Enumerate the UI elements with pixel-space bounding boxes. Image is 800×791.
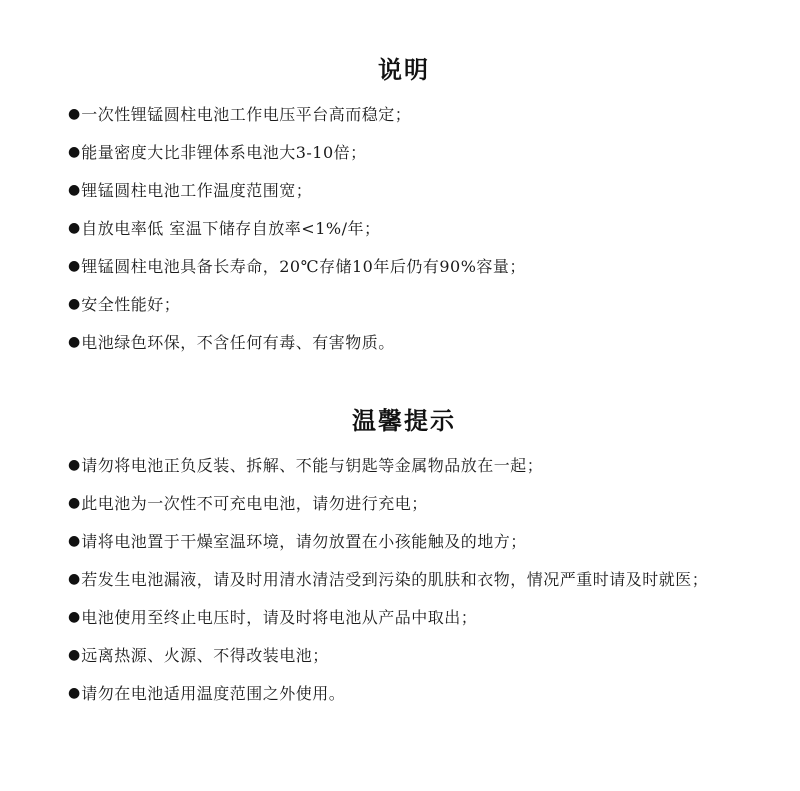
list-item-text: 安全性能好； [81,295,181,314]
list-item [68,257,740,276]
bullet-icon: ● [68,106,81,122]
list-item [68,532,740,551]
list-item [68,143,740,162]
list-item-text: 自放电率低 室温下储存自放率<1%/年； [81,219,381,238]
bullet-icon: ● [68,457,81,473]
list-item-text: 锂锰圆柱电池工作温度范围宽； [81,181,313,200]
instructions-list [68,105,740,352]
bullet-icon: ● [68,296,81,312]
list-item-text: 请勿在电池适用温度范围之外使用。 [81,684,346,703]
bullet-icon: ● [68,182,81,198]
list-item [68,684,740,703]
warm-tips-list [68,456,740,703]
list-item-text: 一次性锂锰圆柱电池工作电压平台高而稳定； [81,105,412,124]
list-item [68,105,740,124]
section-warm-tips [68,406,740,703]
list-item-text: 此电池为一次性不可充电电池，请勿进行充电； [81,494,428,513]
list-item [68,295,740,314]
bullet-icon: ● [68,144,81,160]
bullet-icon: ● [68,533,81,549]
list-item [68,570,740,589]
list-item [68,219,740,238]
section-instructions-title: 说明 [378,55,430,84]
section-instructions [68,55,740,352]
list-item [68,181,740,200]
bullet-icon: ● [68,334,81,350]
list-item [68,494,740,513]
list-item [68,456,740,475]
list-item-text: 电池使用至终止电压时，请及时将电池从产品中取出； [81,608,478,627]
list-item-text: 请将电池置于干燥室温环境，请勿放置在小孩能触及的地方； [81,532,527,551]
list-item [68,333,740,352]
list-item-text: 请勿将电池正负反装、拆解、不能与钥匙等金属物品放在一起； [81,456,544,475]
list-item [68,646,740,665]
bullet-icon: ● [68,571,81,587]
list-item [68,608,740,627]
section-warm-tips-title: 温馨提示 [352,406,456,435]
list-item-text: 能量密度大比非锂体系电池大3-10倍； [81,143,367,162]
bullet-icon: ● [68,609,81,625]
bullet-icon: ● [68,495,81,511]
list-item-text: 锂锰圆柱电池具备长寿命，20℃存储10年后仍有90%容量； [81,257,526,276]
bullet-icon: ● [68,685,81,701]
bullet-icon: ● [68,647,81,663]
list-item-text: 若发生电池漏液，请及时用清水清洁受到污染的肌肤和衣物，情况严重时请及时就医； [81,570,709,589]
list-item-text: 远离热源、火源、不得改装电池； [81,646,329,665]
bullet-icon: ● [68,220,81,236]
list-item-text: 电池绿色环保，不含任何有毒、有害物质。 [81,333,395,352]
bullet-icon: ● [68,258,81,274]
